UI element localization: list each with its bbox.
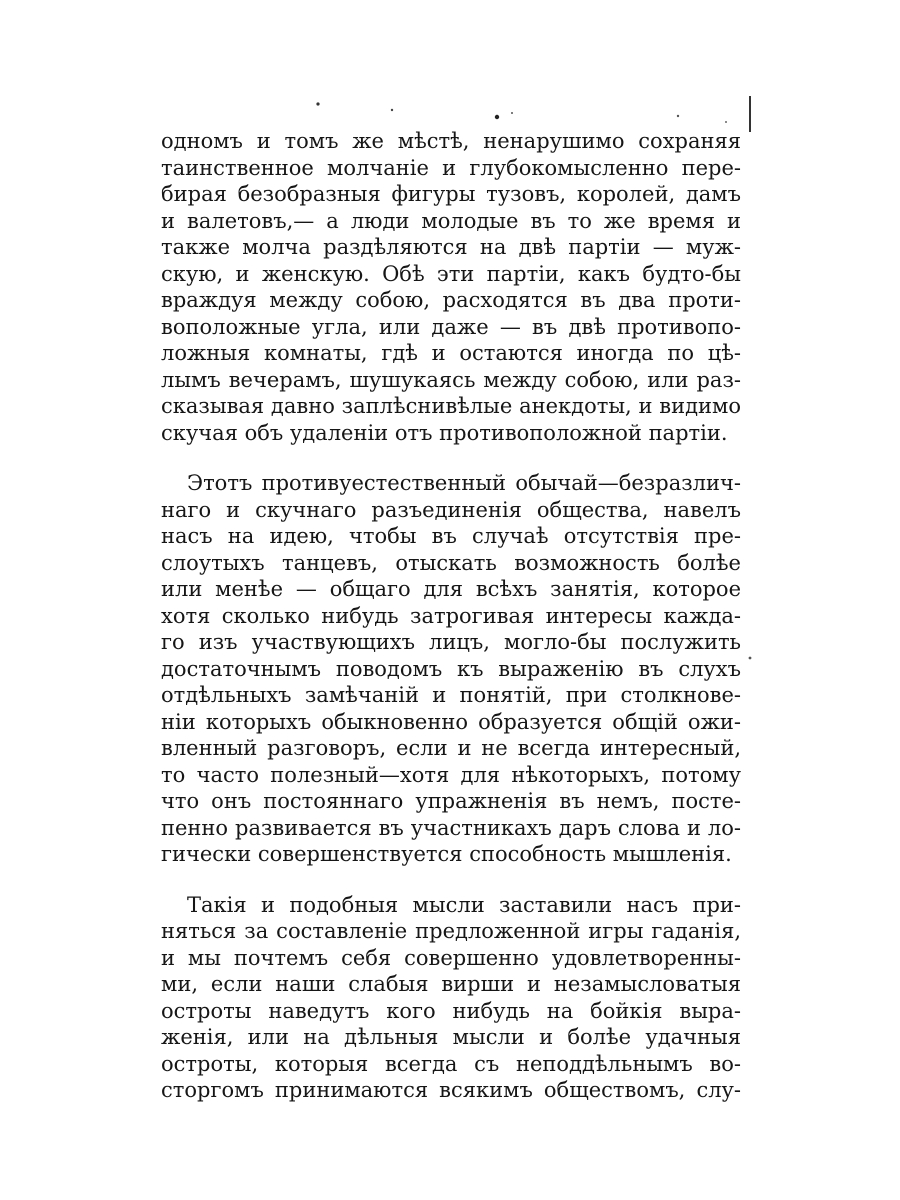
text-line: одномъ и томъ же мѣстѣ, ненарушимо сохраняя [161,129,741,153]
text-line: гически совершенствуется способность мышленія. [161,842,732,866]
text-line: ложныя комнаты, гдѣ и остаются иногда по цѣ- [161,341,741,365]
text-line: ми, если наши слабыя вирши и незамысловатыя [161,972,741,996]
text-line: слоутыхъ танцевъ, отыскать возможность болѣе [161,550,741,575]
text-line: остроты наведутъ кого нибудь на бойкія выра- [161,998,741,1023]
text-line: отдѣльныхъ замѣчаній и понятій, при столкнове- [161,683,741,707]
text-line: лымъ вечерамъ, шушукаясь между собою, или раз- [161,367,741,392]
text-line: также молча раздѣляются на двѣ партіи — муж- [161,235,741,259]
text-line: скую, и женскую. Обѣ эти партіи, какъ будто-бы [161,261,741,286]
text-line: бирая безобразныя фигуры тузовъ, королей, дамъ [161,182,741,206]
text-line: таинственное молчаніе и глубокомысленно пере- [161,155,741,180]
paragraph-2 [161,470,741,868]
text-line: воположные угла, или даже — въ двѣ противопо- [161,314,741,339]
text-line: сторгомъ принимаются всякимъ обществомъ, слу- [161,1078,741,1102]
text-line: женія, или на дѣльныя мысли и болѣе удачныя [161,1025,741,1049]
text-line: и мы почтемъ себя совершенно удовлетворенны- [161,945,741,970]
text-line: вленный разговоръ, если и не всегда интересный, [161,736,741,760]
text-line: враждуя между собою, расходятся въ два проти- [161,288,741,312]
text-line: пенно развивается въ участникахъ даръ слова и ло- [161,815,741,840]
text-line: скучая объ удаленіи отъ противоположной партіи. [161,420,728,445]
text-line: достаточнымъ поводомъ къ выраженію въ слухъ [161,656,741,681]
text-line: Этотъ противуестественный обычай—безразлич- [187,471,741,495]
text-line: Такія и подобныя мысли заставили насъ при- [187,892,741,917]
text-line: хотя сколько нибудь затрогивая интересы кажда- [161,603,741,628]
text-line: го изъ участвующихъ лицъ, могло-бы послужить [161,630,741,654]
text-line: что онъ постояннаго упражненія въ немъ, посте- [161,789,741,813]
text-line: насъ на идею, чтобы въ случаѣ отсутствія пре- [161,524,741,548]
text-line: то часто полезный—хотя для нѣкоторыхъ, потому [161,762,741,787]
text-line: остроты, которыя всегда съ неподдѣльнымъ во- [161,1051,741,1076]
text-line: и валетовъ,— а люди молодые въ то же время и [161,208,741,233]
page-body-text [161,128,741,1128]
text-line: наго и скучнаго разъединенія общества, навелъ [161,497,741,522]
text-line: или менѣе — общаго для всѣхъ занятія, которое [161,577,741,601]
paragraph-3 [161,892,741,1104]
text-line: ніи которыхъ обыкновенно образуется общій ожи- [161,709,741,734]
text-line: сказывая давно заплѣснивѣлые анекдоты, и видимо [161,394,741,418]
paragraph-1 [161,128,741,446]
text-line: няться за составленіе предложенной игры гаданія, [161,919,741,943]
